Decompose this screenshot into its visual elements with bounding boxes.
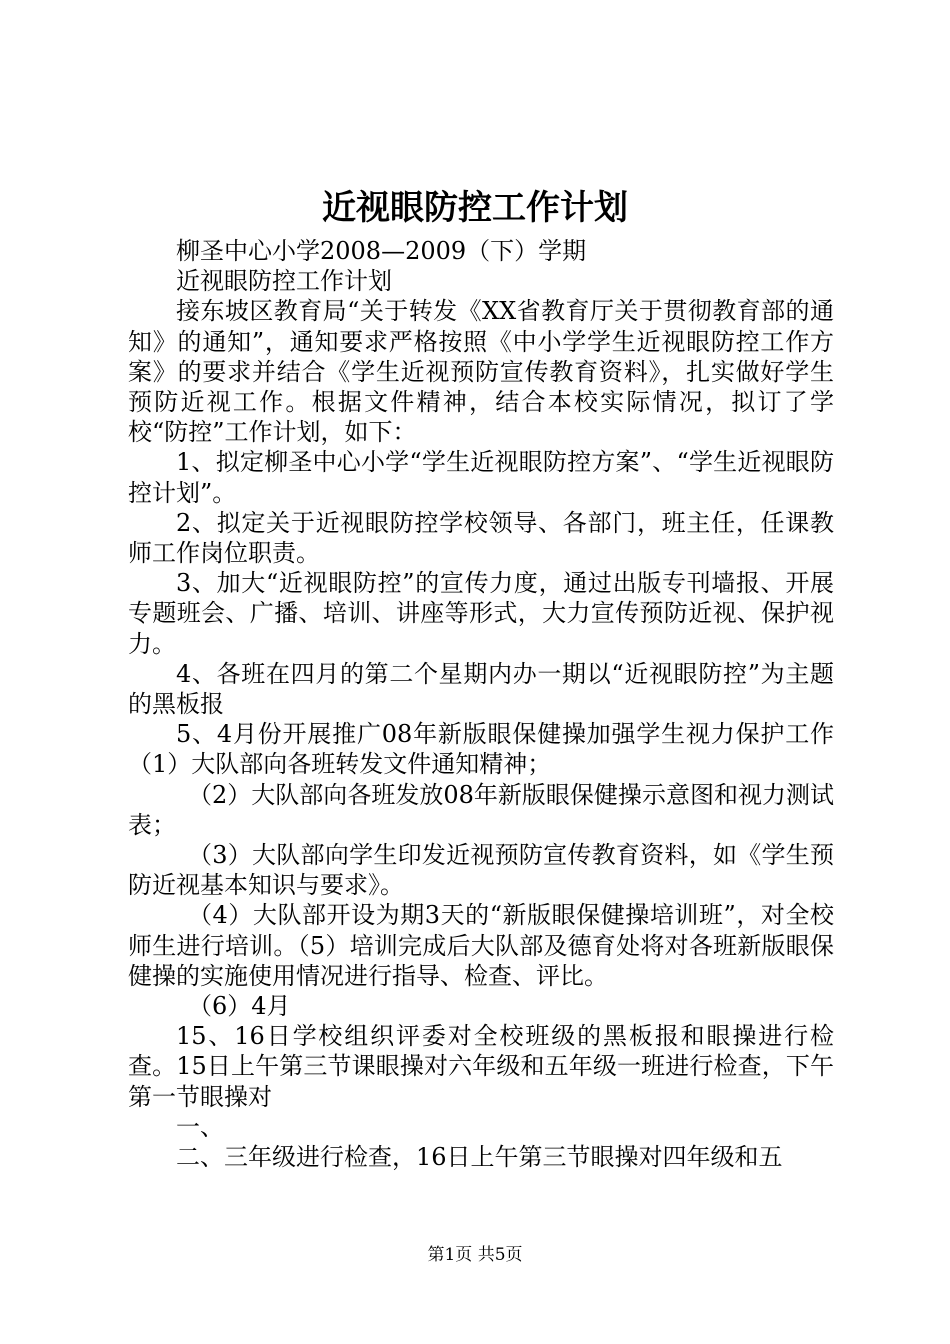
- paragraph-subitem-4: （4）大队部开设为期3天的“新版眼保健操培训班”，对全校师生进行培训。（5）培训完成后大队部及德育处将对各班新版眼保健操的实施使用情况进行指导、检查、评比。: [128, 901, 834, 990]
- paragraph-item-4: 4、各班在四月的第二个星期内办一期以“近视眼防控”为主题的黑板报: [128, 659, 834, 719]
- paragraph-intro: 接东坡区教育局“关于转发《XX省教育厅关于贯彻教育部的通知》的通知”，通知要求严格按照《中小学学生近视眼防控工作方案》的要求并结合《学生近视预防宣传教育资料》，扎实做好学生预防近视工作。根据文件精神，结合本校实际情况，拟订了学校“防控”工作计划，如下：: [128, 297, 834, 447]
- document-body: [128, 236, 834, 1172]
- paragraph-subitem-6: （6）4月: [188, 992, 291, 1021]
- paragraph-subtitle: 近视眼防控工作计划: [176, 267, 392, 296]
- paragraph-number-two: 二、三年级进行检查，16日上午第三节眼操对四年级和五: [176, 1143, 783, 1172]
- paragraph-subitem-3: （3）大队部向学生印发近视预防宣传教育资料，如《学生预防近视基本知识与要求》。: [128, 841, 834, 900]
- paragraph-number-one: 一、: [176, 1112, 224, 1141]
- paragraph-item-2: 2、拟定关于近视眼防控学校领导、各部门，班主任，任课教师工作岗位职责。: [128, 508, 834, 568]
- document-title: 近视眼防控工作计划: [322, 188, 628, 228]
- paragraph-inspection: 15、16日学校组织评委对全校班级的黑板报和眼操进行检查。15日上午第三节课眼操对六年级和五年级一班进行检查，下午第一节眼操对: [128, 1022, 834, 1111]
- paragraph-item-3: 3、加大“近视眼防控”的宣传力度，通过出版专刊墙报、开展专题班会、广播、培训、讲座等形式，大力宣传预防近视、保护视力。: [128, 569, 834, 658]
- paragraph-subitem-2: （2）大队部向各班发放08年新版眼保健操示意图和视力测试表；: [128, 780, 834, 839]
- page-footer: 第1页 共5页: [427, 1245, 523, 1265]
- paragraph-school-term: 柳圣中心小学2008—2009（下）学期: [176, 237, 587, 265]
- paragraph-item-1: 1、拟定柳圣中心小学“学生近视眼防控方案”、“学生近视眼防控计划”。: [128, 448, 834, 507]
- paragraph-item-5: 5、4月份开展推广08年新版眼保健操加强学生视力保护工作（1）大队部向各班转发文件通知精神；: [128, 720, 834, 779]
